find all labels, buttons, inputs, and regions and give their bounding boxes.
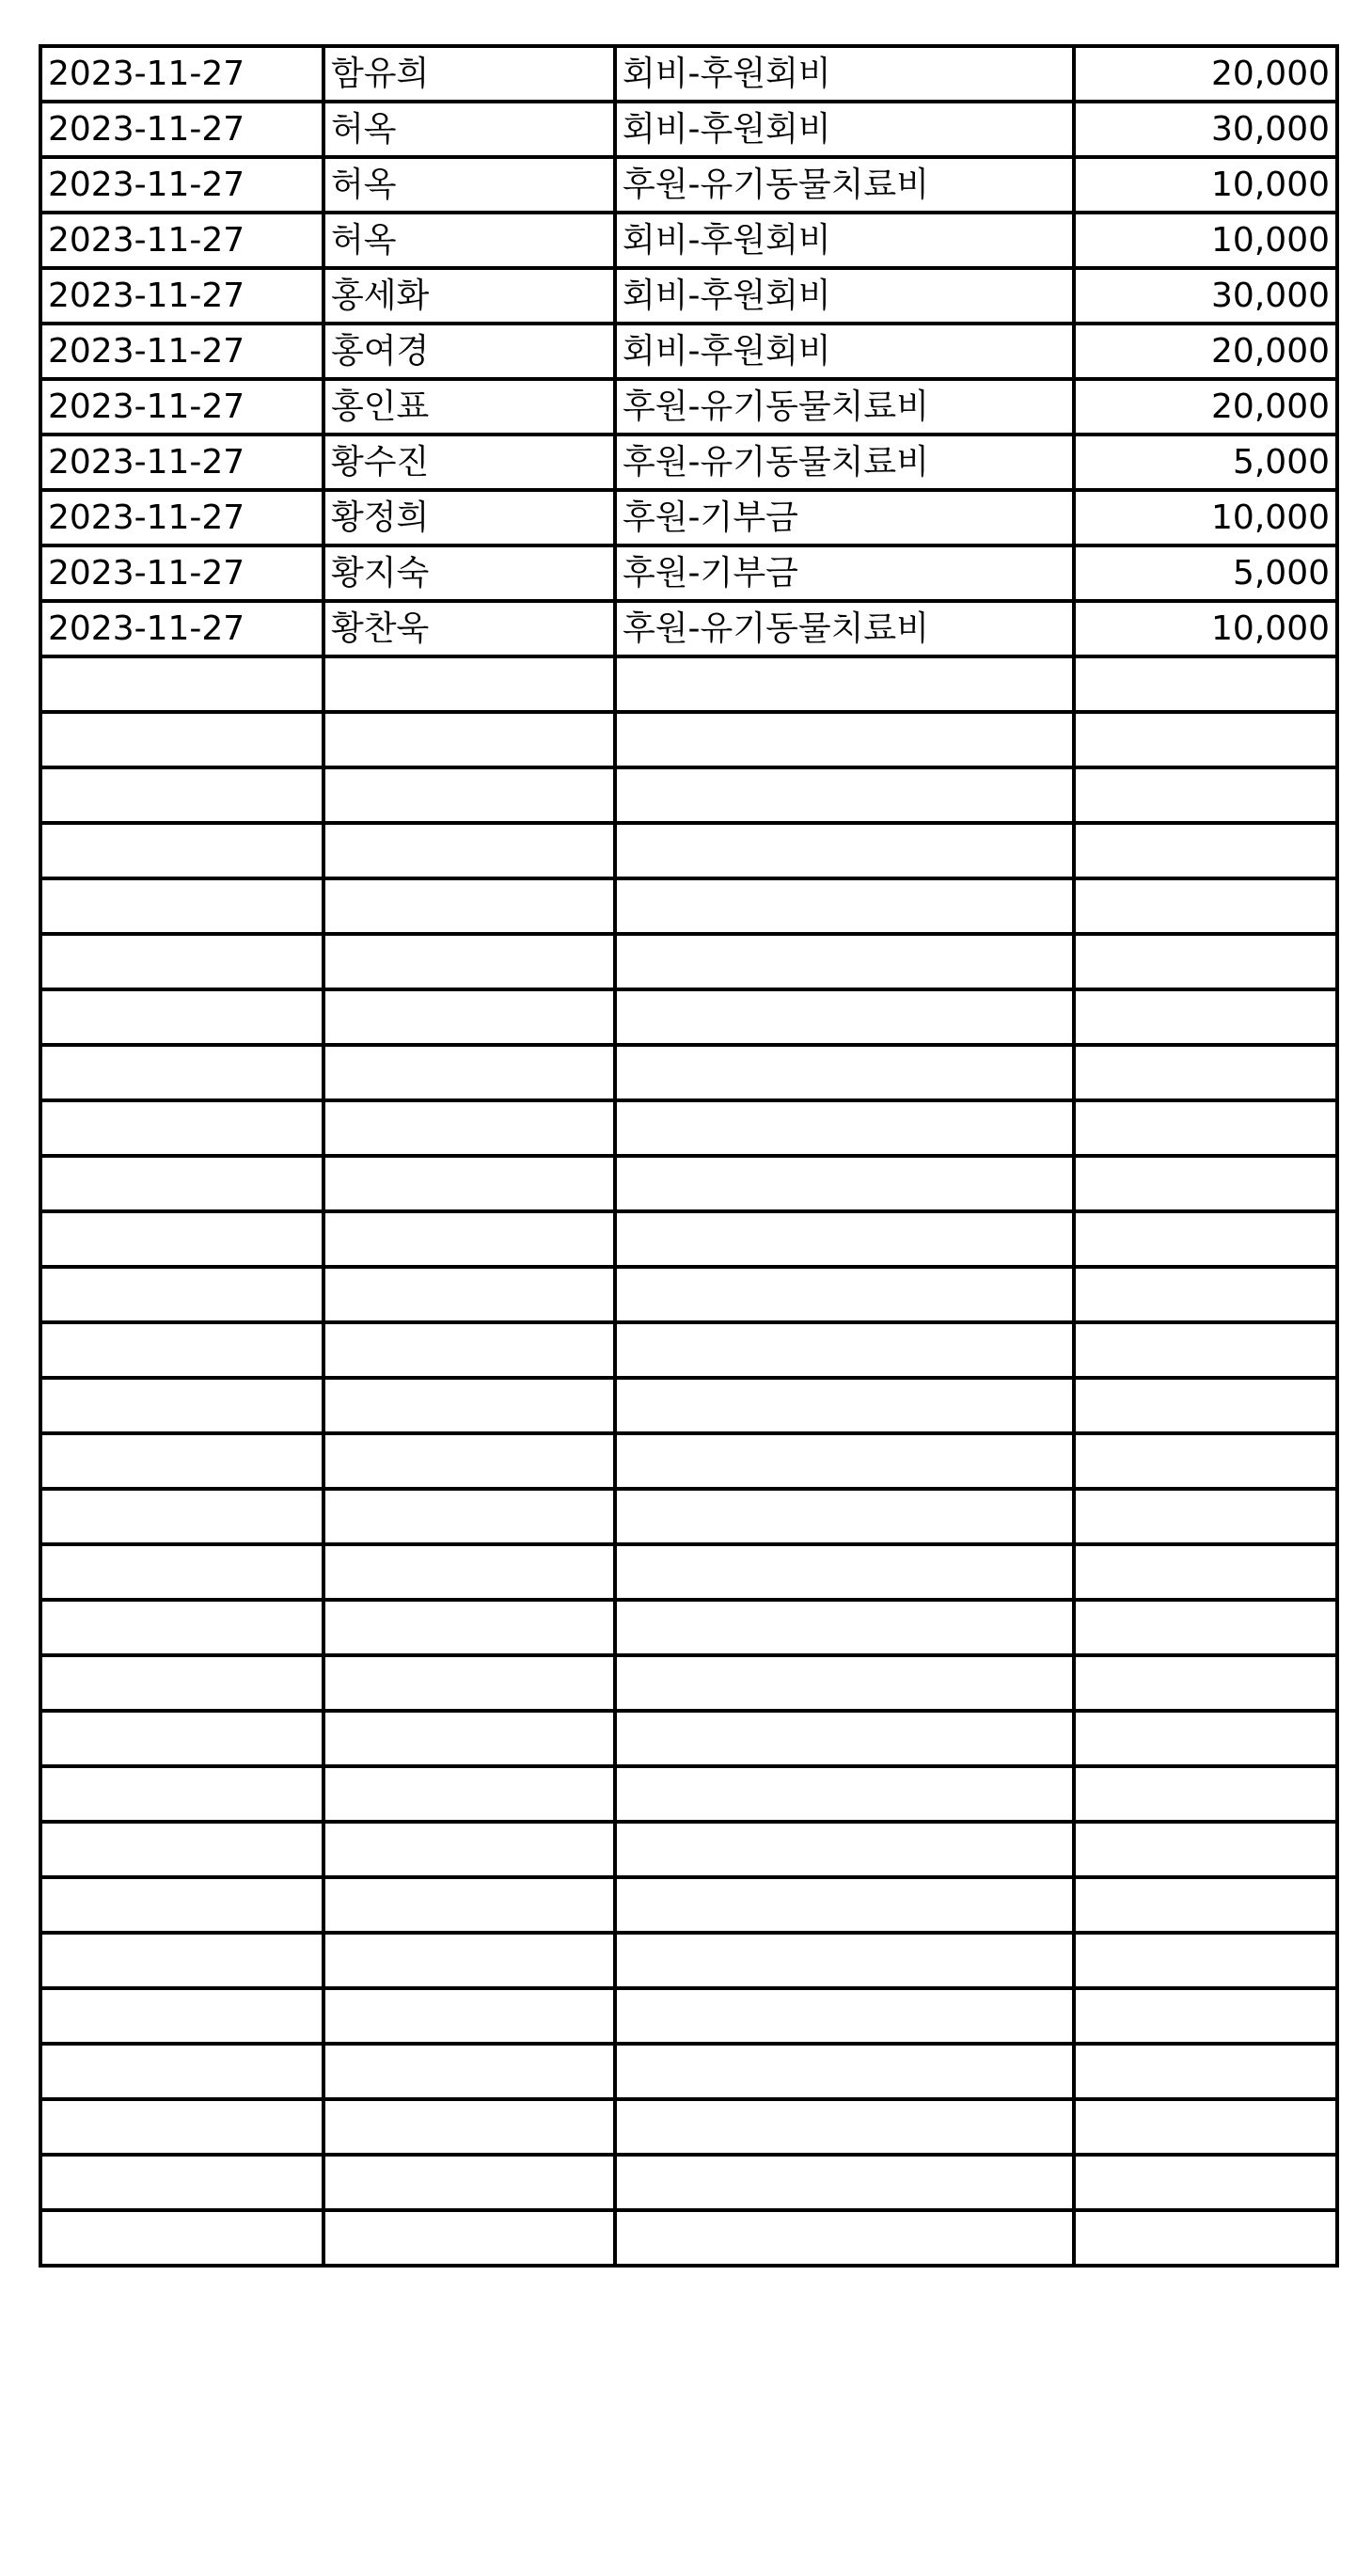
empty-table-row: [40, 712, 1337, 767]
amount-cell: 10,000: [1074, 213, 1337, 268]
empty-amount-cell: [1074, 1100, 1337, 1156]
empty-item-cell: [615, 2099, 1074, 2155]
empty-table-row: [40, 1322, 1337, 1378]
date-cell: 2023-11-27: [40, 157, 323, 213]
empty-name-cell: [323, 712, 615, 767]
empty-table-row: [40, 1100, 1337, 1156]
empty-name-cell: [323, 934, 615, 989]
empty-table-row: [40, 656, 1337, 712]
empty-item-cell: [615, 767, 1074, 823]
empty-amount-cell: [1074, 2099, 1337, 2155]
empty-date-cell: [40, 1877, 323, 1933]
empty-item-cell: [615, 2210, 1074, 2266]
empty-date-cell: [40, 2044, 323, 2099]
empty-item-cell: [615, 1100, 1074, 1156]
empty-amount-cell: [1074, 878, 1337, 934]
empty-table-row: [40, 1822, 1337, 1877]
empty-name-cell: [323, 1433, 615, 1489]
empty-date-cell: [40, 712, 323, 767]
table-row: [40, 379, 1337, 435]
empty-table-row: [40, 1711, 1337, 1766]
empty-amount-cell: [1074, 2155, 1337, 2210]
item-cell: 회비-후원회비: [615, 324, 1074, 379]
empty-name-cell: [323, 823, 615, 878]
empty-date-cell: [40, 2099, 323, 2155]
empty-amount-cell: [1074, 1433, 1337, 1489]
empty-name-cell: [323, 2210, 615, 2266]
date-cell: 2023-11-27: [40, 435, 323, 490]
empty-item-cell: [615, 1933, 1074, 1988]
empty-amount-cell: [1074, 823, 1337, 878]
empty-name-cell: [323, 1655, 615, 1711]
date-cell: 2023-11-27: [40, 379, 323, 435]
name-cell: 허옥: [323, 157, 615, 213]
item-cell: 후원-기부금: [615, 545, 1074, 601]
amount-cell: 20,000: [1074, 324, 1337, 379]
empty-table-row: [40, 2044, 1337, 2099]
table-row: [40, 157, 1337, 213]
empty-amount-cell: [1074, 1822, 1337, 1877]
amount-cell: 5,000: [1074, 545, 1337, 601]
empty-item-cell: [615, 878, 1074, 934]
table-row: [40, 102, 1337, 157]
empty-item-cell: [615, 989, 1074, 1045]
empty-date-cell: [40, 1766, 323, 1822]
empty-amount-cell: [1074, 1655, 1337, 1711]
empty-amount-cell: [1074, 1156, 1337, 1211]
empty-name-cell: [323, 878, 615, 934]
name-cell: 홍세화: [323, 268, 615, 324]
empty-item-cell: [615, 1711, 1074, 1766]
empty-name-cell: [323, 1933, 615, 1988]
empty-item-cell: [615, 1600, 1074, 1655]
empty-name-cell: [323, 2099, 615, 2155]
table-row: [40, 46, 1337, 102]
empty-name-cell: [323, 1045, 615, 1100]
empty-table-row: [40, 989, 1337, 1045]
empty-table-row: [40, 1988, 1337, 2044]
amount-cell: 20,000: [1074, 46, 1337, 102]
empty-date-cell: [40, 1433, 323, 1489]
empty-date-cell: [40, 934, 323, 989]
name-cell: 황정희: [323, 490, 615, 545]
amount-cell: 30,000: [1074, 268, 1337, 324]
empty-name-cell: [323, 2044, 615, 2099]
empty-amount-cell: [1074, 656, 1337, 712]
empty-table-row: [40, 1045, 1337, 1100]
empty-table-row: [40, 1877, 1337, 1933]
item-cell: 회비-후원회비: [615, 102, 1074, 157]
empty-name-cell: [323, 989, 615, 1045]
empty-name-cell: [323, 1877, 615, 1933]
empty-amount-cell: [1074, 989, 1337, 1045]
empty-name-cell: [323, 656, 615, 712]
empty-date-cell: [40, 989, 323, 1045]
empty-amount-cell: [1074, 1933, 1337, 1988]
empty-table-row: [40, 1933, 1337, 1988]
ledger-table: [39, 44, 1339, 2268]
empty-table-row: [40, 823, 1337, 878]
empty-date-cell: [40, 1489, 323, 1544]
empty-amount-cell: [1074, 767, 1337, 823]
date-cell: 2023-11-27: [40, 46, 323, 102]
empty-amount-cell: [1074, 1544, 1337, 1600]
ledger-body: [40, 46, 1337, 2266]
empty-table-row: [40, 1156, 1337, 1211]
amount-cell: 20,000: [1074, 379, 1337, 435]
item-cell: 후원-기부금: [615, 490, 1074, 545]
empty-amount-cell: [1074, 1211, 1337, 1267]
item-cell: 후원-유기동물치료비: [615, 379, 1074, 435]
empty-item-cell: [615, 934, 1074, 989]
empty-date-cell: [40, 1655, 323, 1711]
empty-amount-cell: [1074, 712, 1337, 767]
empty-item-cell: [615, 1988, 1074, 2044]
empty-amount-cell: [1074, 1766, 1337, 1822]
empty-amount-cell: [1074, 934, 1337, 989]
amount-cell: 10,000: [1074, 157, 1337, 213]
item-cell: 회비-후원회비: [615, 268, 1074, 324]
empty-date-cell: [40, 1711, 323, 1766]
empty-item-cell: [615, 1267, 1074, 1322]
empty-item-cell: [615, 1433, 1074, 1489]
empty-name-cell: [323, 1544, 615, 1600]
empty-date-cell: [40, 1156, 323, 1211]
empty-table-row: [40, 878, 1337, 934]
name-cell: 홍여경: [323, 324, 615, 379]
empty-name-cell: [323, 1378, 615, 1433]
empty-date-cell: [40, 1322, 323, 1378]
empty-item-cell: [615, 1877, 1074, 1933]
name-cell: 허옥: [323, 213, 615, 268]
empty-date-cell: [40, 1378, 323, 1433]
empty-item-cell: [615, 1822, 1074, 1877]
empty-name-cell: [323, 1267, 615, 1322]
table-row: [40, 324, 1337, 379]
empty-table-row: [40, 934, 1337, 989]
empty-amount-cell: [1074, 2210, 1337, 2266]
empty-item-cell: [615, 2155, 1074, 2210]
item-cell: 회비-후원회비: [615, 213, 1074, 268]
empty-amount-cell: [1074, 2044, 1337, 2099]
empty-name-cell: [323, 1822, 615, 1877]
empty-name-cell: [323, 1156, 615, 1211]
empty-amount-cell: [1074, 1711, 1337, 1766]
empty-name-cell: [323, 1600, 615, 1655]
empty-item-cell: [615, 712, 1074, 767]
item-cell: 후원-유기동물치료비: [615, 601, 1074, 656]
empty-table-row: [40, 2210, 1337, 2266]
empty-name-cell: [323, 767, 615, 823]
empty-amount-cell: [1074, 1877, 1337, 1933]
table-row: [40, 545, 1337, 601]
empty-date-cell: [40, 878, 323, 934]
empty-name-cell: [323, 1322, 615, 1378]
table-row: [40, 268, 1337, 324]
name-cell: 황지숙: [323, 545, 615, 601]
empty-name-cell: [323, 1988, 615, 2044]
empty-name-cell: [323, 1489, 615, 1544]
empty-date-cell: [40, 1267, 323, 1322]
date-cell: 2023-11-27: [40, 324, 323, 379]
empty-item-cell: [615, 1655, 1074, 1711]
table-row: [40, 435, 1337, 490]
date-cell: 2023-11-27: [40, 213, 323, 268]
empty-table-row: [40, 1211, 1337, 1267]
item-cell: 후원-유기동물치료비: [615, 157, 1074, 213]
empty-table-row: [40, 1600, 1337, 1655]
empty-amount-cell: [1074, 1267, 1337, 1322]
empty-table-row: [40, 1544, 1337, 1600]
empty-date-cell: [40, 823, 323, 878]
empty-amount-cell: [1074, 1378, 1337, 1433]
empty-date-cell: [40, 1822, 323, 1877]
empty-date-cell: [40, 1933, 323, 1988]
empty-table-row: [40, 1655, 1337, 1711]
empty-amount-cell: [1074, 1988, 1337, 2044]
empty-date-cell: [40, 1988, 323, 2044]
empty-date-cell: [40, 1045, 323, 1100]
name-cell: 황수진: [323, 435, 615, 490]
empty-date-cell: [40, 2210, 323, 2266]
name-cell: 함유희: [323, 46, 615, 102]
empty-item-cell: [615, 1211, 1074, 1267]
empty-item-cell: [615, 823, 1074, 878]
empty-amount-cell: [1074, 1600, 1337, 1655]
amount-cell: 5,000: [1074, 435, 1337, 490]
empty-date-cell: [40, 2155, 323, 2210]
empty-table-row: [40, 1766, 1337, 1822]
empty-item-cell: [615, 1322, 1074, 1378]
empty-amount-cell: [1074, 1489, 1337, 1544]
empty-name-cell: [323, 1100, 615, 1156]
empty-table-row: [40, 2155, 1337, 2210]
amount-cell: 10,000: [1074, 490, 1337, 545]
empty-table-row: [40, 2099, 1337, 2155]
item-cell: 회비-후원회비: [615, 46, 1074, 102]
empty-table-row: [40, 1489, 1337, 1544]
empty-date-cell: [40, 1211, 323, 1267]
table-row: [40, 213, 1337, 268]
date-cell: 2023-11-27: [40, 601, 323, 656]
empty-item-cell: [615, 1766, 1074, 1822]
empty-name-cell: [323, 1711, 615, 1766]
empty-table-row: [40, 1378, 1337, 1433]
empty-table-row: [40, 767, 1337, 823]
name-cell: 황찬욱: [323, 601, 615, 656]
date-cell: 2023-11-27: [40, 545, 323, 601]
empty-amount-cell: [1074, 1322, 1337, 1378]
table-row: [40, 601, 1337, 656]
empty-item-cell: [615, 1156, 1074, 1211]
empty-date-cell: [40, 656, 323, 712]
empty-item-cell: [615, 1045, 1074, 1100]
empty-date-cell: [40, 767, 323, 823]
table-row: [40, 490, 1337, 545]
date-cell: 2023-11-27: [40, 490, 323, 545]
empty-item-cell: [615, 656, 1074, 712]
empty-item-cell: [615, 2044, 1074, 2099]
name-cell: 허옥: [323, 102, 615, 157]
empty-name-cell: [323, 1766, 615, 1822]
name-cell: 홍인표: [323, 379, 615, 435]
empty-date-cell: [40, 1600, 323, 1655]
empty-table-row: [40, 1267, 1337, 1322]
empty-amount-cell: [1074, 1045, 1337, 1100]
amount-cell: 10,000: [1074, 601, 1337, 656]
empty-name-cell: [323, 2155, 615, 2210]
empty-table-row: [40, 1433, 1337, 1489]
empty-date-cell: [40, 1100, 323, 1156]
date-cell: 2023-11-27: [40, 268, 323, 324]
empty-item-cell: [615, 1544, 1074, 1600]
item-cell: 후원-유기동물치료비: [615, 435, 1074, 490]
empty-name-cell: [323, 1211, 615, 1267]
date-cell: 2023-11-27: [40, 102, 323, 157]
empty-date-cell: [40, 1544, 323, 1600]
amount-cell: 30,000: [1074, 102, 1337, 157]
empty-item-cell: [615, 1489, 1074, 1544]
empty-item-cell: [615, 1378, 1074, 1433]
